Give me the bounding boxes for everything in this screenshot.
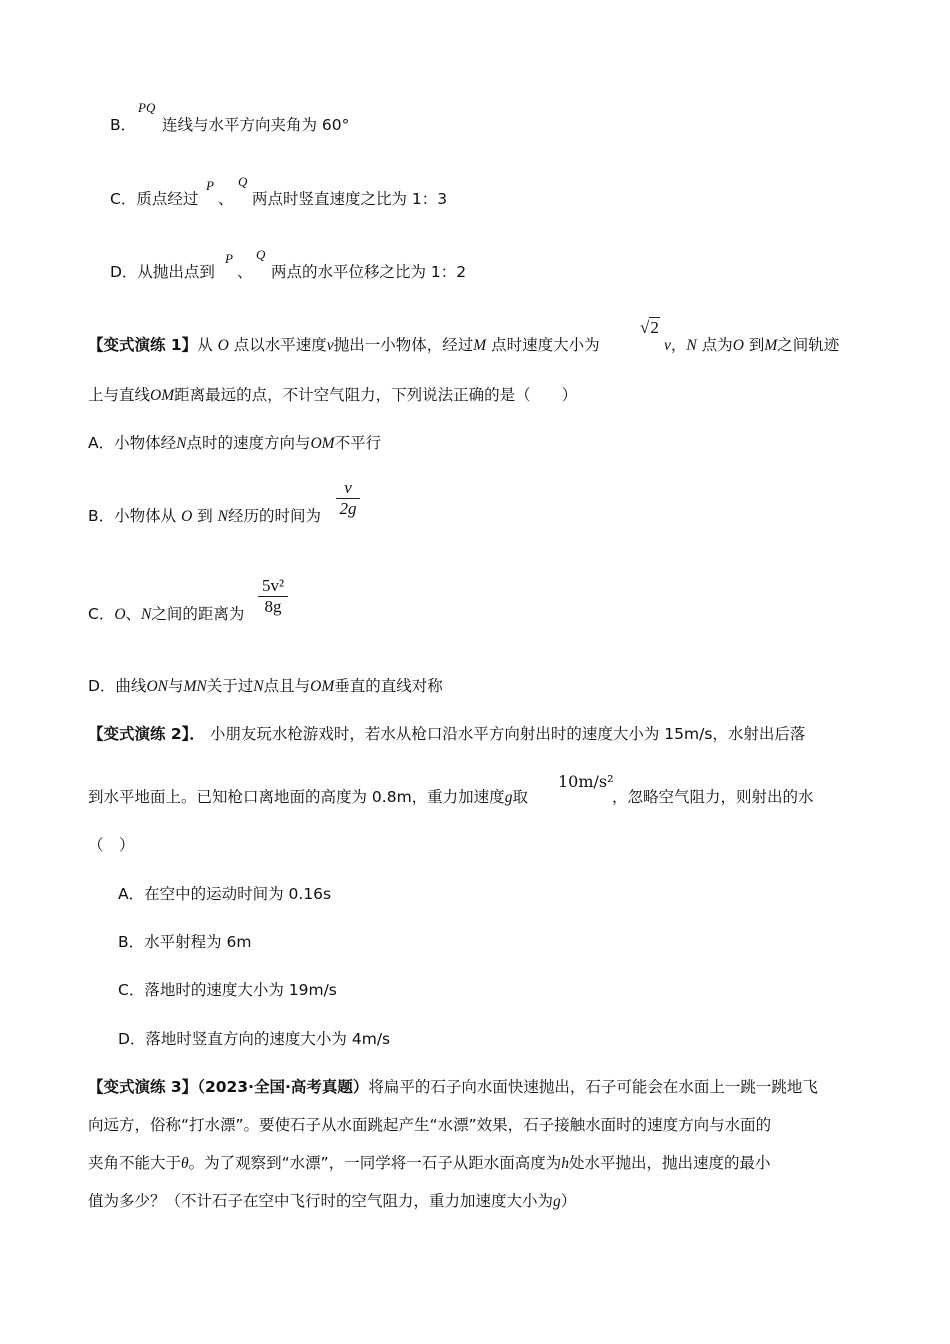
text: B．小物体从: [88, 507, 177, 525]
text: 抛出一小物体，经过: [333, 336, 474, 354]
text: 值为多少？（不计石子在空中飞行时的空气阻力，重力加速度大小为: [88, 1192, 554, 1210]
ex3-title: 【变式演练 3】: [88, 1078, 198, 1096]
option-text: A．在空中的运动时间为 0.16s: [118, 885, 332, 903]
ex1-option-d: [88, 677, 443, 697]
ex2-line3: [88, 836, 135, 855]
text: 点时的速度方向与: [186, 434, 311, 452]
option-text: 两点的水平位移之比为 1：2: [271, 263, 467, 281]
fraction-numerator: 5v²: [261, 576, 285, 595]
text: 小朋友玩水枪游戏时，若水从枪口沿水平方向射出时的速度大小为 15m/s，水射出后落: [209, 725, 806, 743]
sqrt-2: √2: [640, 318, 659, 337]
fraction-denominator: 2g: [339, 499, 357, 518]
var-pq: PQ: [138, 100, 156, 115]
var-m: M: [473, 337, 487, 354]
option-c-prev-text: [252, 190, 447, 209]
ex2-line2-tail: [612, 788, 814, 807]
option-label: B．: [110, 116, 137, 134]
option-b-prev: [110, 116, 136, 135]
text: 处水平抛出，抛出速度的最小: [568, 1154, 771, 1172]
ex1-title: 【变式演练 1】: [88, 336, 198, 354]
text: D．曲线: [88, 677, 147, 695]
ex1-line1-tail: [664, 336, 839, 356]
text: 与: [167, 677, 184, 695]
ex3-line4: [88, 1192, 576, 1212]
var-n: N: [217, 508, 229, 525]
text: 向远方，俗称“打水漂”。要使石子从水面跳起产生“水漂”效果，石子接触水面时的速度方向与水面的: [88, 1116, 772, 1134]
text: 夹角不能大于: [88, 1154, 182, 1172]
ex2-option-b: [118, 933, 252, 952]
ex2-title: 【变式演练 2】．: [88, 725, 205, 743]
ex2-option-d: [118, 1030, 390, 1049]
text: 到: [748, 336, 765, 354]
text: ，: [670, 336, 687, 354]
option-b-prev-text: [162, 116, 349, 135]
ex3-source: （2023·全国·高考真题）: [197, 1078, 369, 1096]
text: ）: [560, 1192, 577, 1210]
var-om: OM: [310, 678, 335, 695]
ex1-line2: [88, 386, 577, 406]
var-n: N: [141, 606, 152, 623]
text: 点以水平速度: [233, 336, 327, 354]
text: 从: [197, 336, 213, 354]
text: 之间的距离为: [151, 605, 245, 623]
var-mn: MN: [183, 678, 207, 695]
text: 不平行: [334, 434, 382, 452]
fraction-5v2-over-8g: [258, 576, 288, 617]
text: 点为: [701, 336, 733, 354]
text: C．: [88, 605, 115, 623]
ex2-option-c: [118, 981, 337, 1000]
ex1-line1: [88, 336, 600, 356]
var-o: O: [181, 508, 193, 525]
text: ，忽略空气阻力，则射出的水: [612, 788, 814, 806]
text: （ ）: [88, 836, 135, 854]
var-on: ON: [146, 678, 168, 695]
option-text: B．水平射程为 6m: [118, 933, 252, 951]
var-p: P: [206, 178, 214, 193]
text: 取: [512, 788, 528, 806]
separator: 、: [218, 190, 234, 208]
text: 距离最远的点，不计空气阻力，下列说法正确的是（ ）: [174, 386, 578, 404]
ex3-line3: [88, 1154, 770, 1174]
var-n: N: [686, 337, 697, 354]
var-v: v: [664, 337, 671, 354]
text: 到: [197, 507, 213, 525]
var-q: Q: [238, 174, 248, 189]
ex2-line1: [88, 725, 805, 744]
var-g: g: [553, 1193, 561, 1210]
ex3-line1: [88, 1078, 818, 1097]
text: 之间轨迹: [777, 336, 840, 354]
option-label: D．从抛出点到: [110, 263, 215, 281]
text: 点时速度大小为: [491, 336, 600, 354]
ex3-line2: [88, 1116, 771, 1135]
var-o: O: [217, 337, 229, 354]
text: 。为了观察到“水漂”，一同学将一石子从距水面高度为: [188, 1154, 562, 1172]
fraction-v-over-2g: [336, 478, 360, 519]
var-o: O: [732, 337, 744, 354]
option-text: C．落地时的速度大小为 19m/s: [118, 981, 337, 999]
ex1-option-c: [88, 605, 244, 625]
text: 点且与: [263, 677, 311, 695]
ex2-line2: [88, 788, 528, 808]
text: 关于过: [206, 677, 254, 695]
var-g: g: [504, 789, 513, 806]
option-c-prev: [110, 190, 198, 209]
var-m: M: [764, 337, 778, 354]
var-v: v: [326, 337, 334, 354]
separator: 、: [237, 263, 253, 281]
g-value: 10m/s²: [558, 772, 614, 791]
var-p: P: [225, 251, 233, 266]
var-n: N: [176, 435, 187, 452]
option-d-prev-text: [271, 263, 466, 282]
text: 垂直的直线对称: [334, 677, 443, 695]
var-h: h: [561, 1155, 569, 1172]
var-n: N: [253, 678, 264, 695]
text: A．小物体经: [88, 434, 177, 452]
option-text: 连线与水平方向夹角为 60°: [162, 116, 350, 134]
var-om: OM: [150, 387, 175, 404]
var-o: O: [114, 606, 126, 623]
var-om: OM: [310, 435, 335, 452]
fraction-denominator: 8g: [264, 597, 282, 616]
ex1-option-b: [88, 507, 321, 527]
var-theta: θ: [181, 1155, 189, 1172]
fraction-numerator: v: [344, 478, 352, 497]
sqrt-radicand: 2: [650, 318, 659, 337]
text: 、: [125, 605, 142, 623]
text: 经历的时间为: [228, 507, 322, 525]
text: 到水平地面上。已知枪口离地面的高度为 0.8m，重力加速度: [88, 788, 505, 806]
ex1-option-a: [88, 434, 381, 454]
option-label: C．质点经过: [110, 190, 199, 208]
option-text: D．落地时竖直方向的速度大小为 4m/s: [118, 1030, 391, 1048]
var-q: Q: [256, 247, 266, 262]
ex2-option-a: [118, 885, 331, 904]
text: 将扁平的石子向水面快速抛出，石子可能会在水面上一跳一跳地飞: [368, 1078, 818, 1096]
option-text: 两点时竖直速度之比为 1：3: [252, 190, 448, 208]
option-d-prev: [110, 263, 215, 282]
text: 上与直线: [88, 386, 151, 404]
